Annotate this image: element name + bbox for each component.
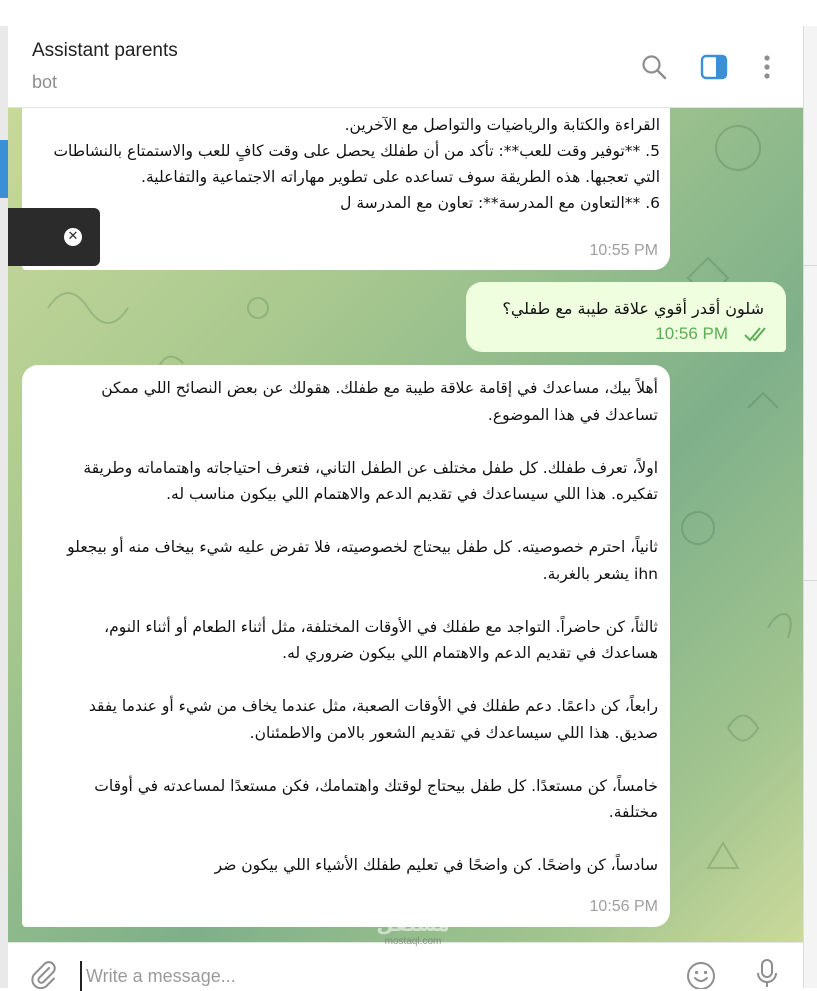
chat-header [8,26,803,108]
double-check-icon [744,326,770,342]
right-panel-edge[interactable] [803,26,817,988]
watermark-domain: mostaql.com [384,936,442,947]
message-time: 10:56 PM [589,898,658,915]
right-panel-divider [803,265,817,266]
incoming-message[interactable] [22,365,670,927]
emoji-icon[interactable] [684,959,718,989]
incoming-message[interactable] [22,108,670,270]
chat-subtitle: bot [32,72,58,92]
microphone-icon[interactable] [752,957,782,989]
watermark-logo: مستقل [376,912,450,936]
message-input[interactable] [80,961,646,991]
notification-toast [8,208,100,266]
sidebar-toggle-icon[interactable] [699,52,729,82]
message-text: شلون أقدر أقوي علاقة طيبة مع طفلي؟ [502,299,764,318]
outgoing-message[interactable] [466,282,786,352]
message-text: القراءة والكتابة والرياضيات والتواصل مع الآخرين. 5. **توفير وقت للعب**: تأكد من أن طفلك يحصل على وقت كافٍ للعب والاستمتاع بالنشاطات التي تعجبها. هذه الطريقة سوف تساعده على تطوير مهاراته الاجتماعية والتفاعلية. 6. **التعاون مع المدرسة**: تعاون مع المدرسة ل [53,116,660,212]
left-selection-accent [0,140,8,198]
message-composer [8,942,803,988]
more-vertical-icon[interactable] [752,52,782,82]
window-top-strip [0,0,817,26]
watermark [368,912,458,948]
search-icon[interactable] [639,52,669,82]
chat-title[interactable]: Assistant parents [32,40,178,61]
message-time: 10:55 PM [589,242,658,259]
message-text: أهلاً بيك، مساعدك في إقامة علاقة طيبة مع طفلك. هقولك عن بعض النصائح اللي ممكن تساعدك في هذا الموضوع. اولاً، تعرف طفلك. كل طفل مختلف عن الطفل التاني، فتعرف احتياجاته واهتماماته وطريقة تفكيره. هذا اللي سيساعدك في تقديم الدعم والاهتمام اللي بيكون مناسب له. ثانياً، احترم خصوصيته. كل طفل بيحتاج لخصوصيته، فلا تفرض عليه شيء بيخاف منه أو بيجعلو ihn يشعر بالغربة. ثالثاً، كن حاضراً. التواجد مع طفلك في الأوقات المختلفة، مثل أثناء الطعام أو أثناء النوم، هساعدك في تقديم الدعم والاهتمام اللي بيكون ضروري له. رابعاً، كن داعمًا. دعم طفلك في الأوقات الصعبة، مثل عندما يخاف من شيء أو عندما يفقد صديق. هذا اللي سيساعدك في تقديم الشعور بالامن والاطمئنان. خامساً، كن مستعدًا. كل طفل بيحتاج لوقتك واهتمامك، فكن مستعدًا لمساعدته في أوقات مختلفة. سادساً، كن واضحًا. كن واضحًا في تعليم طفلك الأشياء اللي بيكون ضر [67,379,658,874]
right-panel-divider [803,580,817,581]
chat-area[interactable] [8,108,803,942]
close-icon[interactable]: ✕ [64,228,82,246]
message-time: 10:56 PM [655,324,728,343]
attach-icon[interactable] [28,959,58,989]
